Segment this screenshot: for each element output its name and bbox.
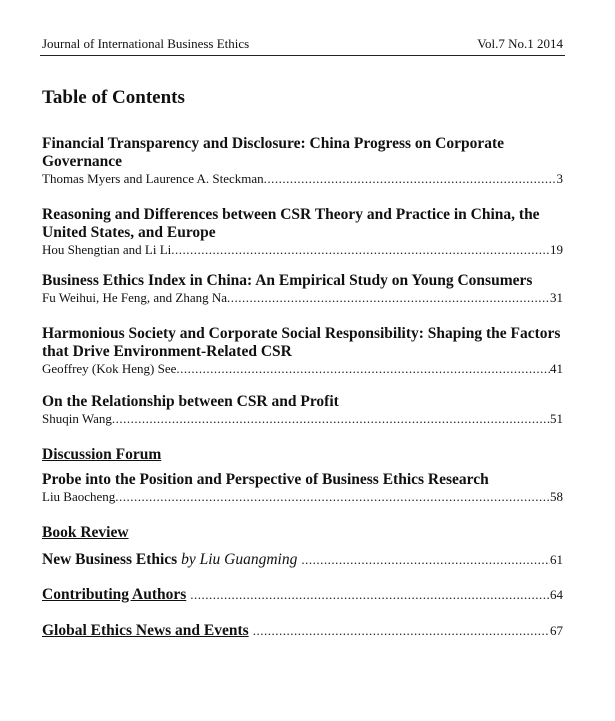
author-line (42, 489, 563, 505)
article-authors: Liu Baocheng (42, 489, 116, 504)
article-authors: Thomas Myers and Laurence A. Steckman (42, 171, 264, 186)
dot-leader (301, 552, 550, 568)
running-header (42, 36, 563, 54)
dot-leader (227, 290, 550, 306)
header-rule (40, 55, 565, 56)
dot-leader (176, 361, 550, 377)
article-authors: Shuqin Wang (42, 411, 112, 426)
article-title: Financial Transparency and Disclosure: China Progress on Corporate Governance (42, 135, 505, 170)
section-heading-book-review: Book Review (42, 524, 129, 541)
by-word: by (181, 551, 196, 568)
page-number: 41 (550, 361, 563, 376)
page-number: 58 (550, 489, 563, 504)
author-line (42, 411, 563, 427)
article-authors: Fu Weihui, He Feng, and Zhang Na (42, 290, 228, 305)
page-title: Table of Contents (42, 87, 185, 108)
journal-name: Journal of International Business Ethics (42, 36, 250, 51)
page-number: 3 (556, 171, 563, 186)
toc-entry-global-news[interactable] (42, 622, 563, 640)
toc-entry[interactable] (42, 272, 563, 306)
volume-issue: Vol.7 No.1 2014 (477, 36, 563, 51)
author-line (42, 242, 563, 258)
page-number: 64 (550, 587, 563, 602)
toc-entry-book-review[interactable] (42, 551, 563, 569)
article-title: Reasoning and Differences between CSR Theory and Practice in China, the United States, and Europe (42, 206, 540, 241)
toc-entry[interactable] (42, 393, 563, 427)
dot-leader (190, 587, 550, 603)
page-number: 51 (550, 411, 563, 426)
toc-entry[interactable] (42, 471, 563, 505)
toc-entry[interactable] (42, 206, 563, 258)
article-title: On the Relationship between CSR and Profit (42, 393, 339, 410)
article-title: Probe into the Position and Perspective of Business Ethics Research (42, 471, 489, 488)
book-title-line (42, 551, 297, 569)
section-heading-discussion-forum: Discussion Forum (42, 446, 162, 463)
book-title: New Business Ethics (42, 551, 178, 568)
toc-entry[interactable] (42, 325, 563, 377)
page-number: 67 (550, 623, 563, 638)
dot-leader (115, 489, 550, 505)
author-line (42, 361, 563, 377)
book-author: Liu Guangming (199, 551, 298, 568)
toc-entry[interactable] (42, 135, 563, 187)
dot-leader (171, 242, 550, 258)
dot-leader (253, 623, 550, 639)
author-line (42, 171, 563, 187)
article-title: Harmonious Society and Corporate Social Responsibility: Shaping the Factors that Drive Environment-Related CSR (42, 325, 561, 360)
global-news-label: Global Ethics News and Events (42, 622, 249, 639)
toc-entry-contributing-authors[interactable] (42, 586, 563, 604)
article-authors: Hou Shengtian and Li Li (42, 242, 172, 257)
author-line (42, 290, 563, 306)
page-number: 31 (550, 290, 563, 305)
dot-leader (112, 411, 550, 427)
contributing-authors-label: Contributing Authors (42, 586, 187, 603)
page-number: 61 (550, 552, 563, 567)
dot-leader (264, 171, 557, 187)
page-number: 19 (550, 242, 563, 257)
article-title: Business Ethics Index in China: An Empirical Study on Young Consumers (42, 272, 533, 289)
article-authors: Geoffrey (Kok Heng) See (42, 361, 177, 376)
